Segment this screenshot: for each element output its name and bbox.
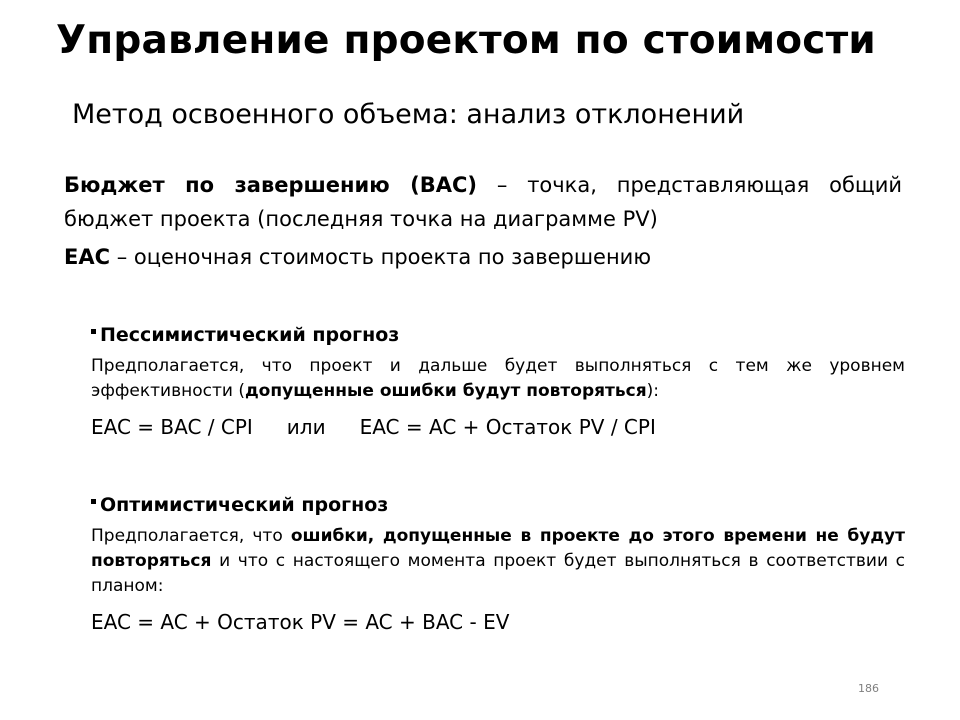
optimistic-description: [91, 524, 905, 599]
slide-subtitle: Метод освоенного объема: анализ отклонений: [72, 99, 745, 130]
pessimistic-desc-end: ):: [646, 381, 660, 401]
pessimistic-formula-2: EAC = AC + Остаток PV / CPI: [359, 415, 656, 439]
bac-term: Бюджет по завершению (BAC): [64, 173, 478, 197]
pessimistic-desc-start: Предполагается, что проект и дальше будет выполняться с тем же уровнем эффективности (: [91, 356, 905, 401]
optimistic-section: [91, 490, 905, 637]
pessimistic-heading: [91, 320, 905, 350]
pessimistic-description: [91, 354, 905, 404]
eac-term: EAC: [64, 245, 111, 269]
optimistic-heading: [91, 490, 905, 520]
optimistic-desc-bold: ошибки, допущенные в проекте до этого времени не будут повторяться: [91, 526, 905, 571]
page-number: 186: [858, 682, 879, 695]
square-bullet-icon: [91, 499, 96, 504]
square-bullet-icon: [91, 329, 96, 334]
pessimistic-heading-text: Пессимистический прогноз: [100, 324, 400, 346]
pessimistic-formulas: [91, 412, 905, 442]
pessimistic-formula-1: EAC = BAC / CPI: [91, 415, 253, 439]
optimistic-desc-start: Предполагается, что: [91, 526, 291, 546]
eac-definition: [64, 240, 902, 274]
eac-text: – оценочная стоимость проекта по завершению: [110, 245, 652, 269]
bac-definition: [64, 168, 902, 236]
formula-or: или: [286, 415, 326, 439]
slide-title: Управление проектом по стоимости: [56, 18, 876, 63]
slide-body: [64, 168, 905, 637]
bac-text: – точка, представляющая общий бюджет проекта (последняя точка на диаграмме PV): [64, 173, 902, 231]
pessimistic-section: [91, 320, 905, 442]
optimistic-desc-end: и что с настоящего момента проект будет выполняться в соответствии с планом:: [91, 551, 905, 596]
optimistic-heading-text: Оптимистический прогноз: [100, 494, 389, 516]
pessimistic-desc-bold: допущенные ошибки будут повторяться: [244, 381, 647, 401]
optimistic-formula: EAC = AC + Остаток PV = AC + BAC - EV: [91, 610, 510, 634]
